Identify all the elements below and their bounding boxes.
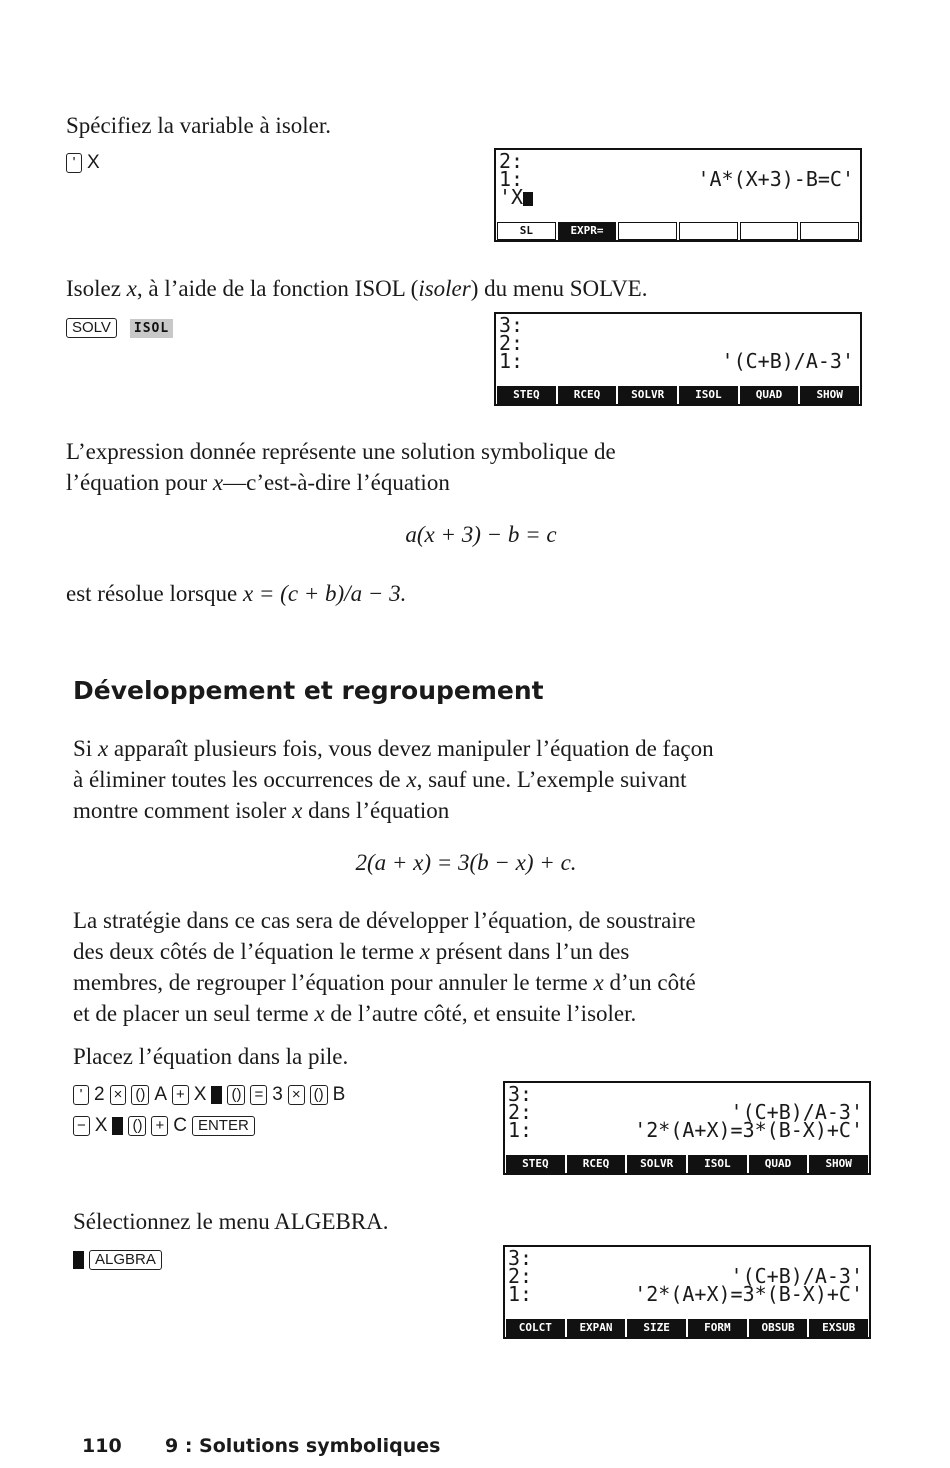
keystrokes-row-2 — [73, 1115, 255, 1137]
quote-key: ' — [66, 153, 82, 173]
text-part: des deux côtés de l’équation le terme — [73, 939, 420, 964]
var-x: x — [406, 767, 417, 792]
italic-term: isoler — [418, 276, 471, 301]
var-x: x — [126, 276, 137, 301]
intro-line-1 — [73, 733, 859, 764]
equals-key: = — [250, 1085, 267, 1105]
text-part: membres, de regrouper l’équation pour annuler le terme — [73, 970, 594, 995]
stack-level-3: 3: — [499, 313, 524, 337]
stack-level-3: 3: — [508, 1082, 533, 1106]
keystrokes-isolate — [66, 318, 173, 338]
stack-value-1: '(C+B)/A-3' — [721, 349, 854, 373]
stack-level-1: 1: — [499, 167, 524, 191]
softkey-isol[interactable]: ISOL — [679, 386, 738, 404]
text-part: ) du menu SOLVE. — [470, 276, 648, 301]
text-part: de l’autre côté, et ensuite l’isoler. — [324, 1001, 637, 1026]
stack-level-1: 1: — [508, 1282, 533, 1306]
text-part: Si — [73, 736, 98, 761]
softkey-menu — [505, 1155, 869, 1173]
key-label: 2 — [94, 1084, 105, 1105]
calculator-display-2 — [494, 312, 862, 406]
text-part: présent dans l’un des — [430, 939, 630, 964]
text-part: apparaît plusieurs fois, vous devez manipuler l’équation de façon — [108, 736, 714, 761]
softkey-menu — [496, 222, 860, 240]
stack-value-1: '2*(A+X)=3*(B-X)+C' — [634, 1282, 863, 1306]
strategy-line-4 — [73, 998, 859, 1029]
chapter-title: 9 : Solutions symboliques — [165, 1435, 441, 1457]
explanation-line-3 — [66, 578, 406, 609]
multiply-key: × — [110, 1085, 127, 1105]
key-label: 3 — [272, 1084, 283, 1105]
softkey-steq[interactable]: STEQ — [506, 1155, 565, 1173]
key-label: A — [154, 1084, 168, 1105]
softkey-empty-4[interactable] — [679, 222, 738, 240]
equation-2: 2(a + x) = 3(b − x) + c. — [355, 850, 577, 875]
softkey-empty-3[interactable] — [618, 222, 677, 240]
softkey-expr[interactable]: EXPR= — [558, 222, 617, 240]
plus-key: + — [172, 1085, 189, 1105]
text-part: Isolez — [66, 276, 127, 301]
softkey-quad[interactable]: QUAD — [749, 1155, 808, 1173]
softkey-size[interactable]: SIZE — [627, 1319, 686, 1337]
strategy-paragraph — [73, 905, 859, 1029]
text-part: d’un côté — [603, 970, 696, 995]
stack-level-2: 2: — [499, 149, 524, 173]
softkey-empty-6[interactable] — [800, 222, 859, 240]
text-part: , à l’aide de la fonction ISOL ( — [136, 276, 419, 301]
softkey-expan[interactable]: EXPAN — [567, 1319, 626, 1337]
stack-level-2: 2: — [508, 1100, 533, 1124]
stack-level-1: 1: — [499, 349, 524, 373]
key-label: X — [94, 1115, 108, 1136]
stack-value-1: '2*(A+X)=3*(B-X)+C' — [634, 1118, 863, 1142]
explanation-line-2 — [66, 467, 766, 498]
stack-level-1: 1: — [508, 1118, 533, 1142]
shift-icon — [211, 1086, 222, 1104]
text-part: —c’est-à-dire l’équation — [223, 470, 450, 495]
command-line — [499, 185, 533, 209]
stack-level-2: 2: — [508, 1264, 533, 1288]
softkey-solvr[interactable]: SOLVR — [618, 386, 677, 404]
stack-value-1: 'A*(X+3)-B=C' — [697, 167, 854, 191]
var-x: x — [97, 736, 109, 761]
section-heading: Développement et regroupement — [73, 676, 544, 705]
stack-level-3: 3: — [508, 1246, 533, 1270]
algbra-key: ALGBRA — [89, 1250, 162, 1270]
paren-key: () — [227, 1085, 245, 1105]
explanation-line-1: L’expression donnée représente une solution symbolique de — [66, 439, 616, 464]
softkey-form[interactable]: FORM — [688, 1319, 747, 1337]
softkey-sl[interactable]: SL — [497, 222, 556, 240]
calculator-display-4 — [503, 1245, 871, 1339]
keystrokes-algebra — [73, 1250, 162, 1270]
explanation-paragraph — [66, 436, 766, 498]
shift-icon — [73, 1251, 84, 1269]
softkey-colct[interactable]: COLCT — [506, 1319, 565, 1337]
softkey-steq[interactable]: STEQ — [497, 386, 556, 404]
solution-equation: x = (c + b)/a − 3. — [242, 581, 407, 606]
softkey-menu — [496, 386, 860, 404]
var-x: x — [292, 798, 303, 823]
text-part: montre comment isoler — [73, 798, 293, 823]
softkey-rceq[interactable]: RCEQ — [558, 386, 617, 404]
instruction-place-equation: Placez l’équation dans la pile. — [73, 1044, 349, 1069]
cursor-icon — [523, 192, 533, 206]
softkey-quad[interactable]: QUAD — [740, 386, 799, 404]
minus-key: − — [73, 1116, 90, 1136]
softkey-exsub[interactable]: EXSUB — [809, 1319, 868, 1337]
enter-key: ENTER — [192, 1116, 255, 1136]
stack-value-2: '(C+B)/A-3' — [730, 1100, 863, 1124]
softkey-show[interactable]: SHOW — [809, 1155, 868, 1173]
var-x: x — [419, 939, 431, 964]
strategy-line-1: La stratégie dans ce cas sera de développer l’équation, de soustraire — [73, 908, 696, 933]
text-part: , sauf une. L’exemple suivant — [416, 767, 687, 792]
stack-level-2: 2: — [499, 331, 524, 355]
calculator-display-3 — [503, 1081, 871, 1175]
multiply-key: × — [288, 1085, 305, 1105]
var-x: x — [212, 470, 224, 495]
instruction-select-algebra: Sélectionnez le menu ALGEBRA. — [73, 1209, 389, 1234]
isol-menu-key: ISOL — [130, 319, 173, 338]
softkey-solvr[interactable]: SOLVR — [627, 1155, 686, 1173]
page-number: 110 — [82, 1435, 122, 1457]
text-part: dans l’équation — [302, 798, 450, 823]
paren-key: () — [131, 1085, 149, 1105]
softkey-empty-5[interactable] — [740, 222, 799, 240]
paren-key: () — [310, 1085, 328, 1105]
text-part: l’équation pour — [66, 470, 213, 495]
command-line-text: 'X — [499, 185, 524, 209]
softkey-menu — [505, 1319, 869, 1337]
quote-key: ' — [73, 1085, 89, 1105]
intro-paragraph — [73, 733, 859, 826]
softkey-show[interactable]: SHOW — [800, 386, 859, 404]
calculator-display-1 — [494, 148, 862, 242]
keystrokes-row-1 — [73, 1084, 345, 1106]
key-label: X — [193, 1084, 207, 1105]
softkey-obsub[interactable]: OBSUB — [749, 1319, 808, 1337]
intro-line-3 — [73, 795, 859, 826]
stack-value-2: '(C+B)/A-3' — [730, 1264, 863, 1288]
text-part: et de placer un seul terme — [73, 1001, 315, 1026]
instruction-isolate — [66, 273, 647, 304]
var-x: x — [314, 1001, 325, 1026]
shift-icon — [112, 1117, 123, 1135]
key-label: B — [332, 1084, 346, 1105]
key-label: C — [173, 1115, 187, 1136]
intro-line-2 — [73, 764, 859, 795]
softkey-rceq[interactable]: RCEQ — [567, 1155, 626, 1173]
text-part: à éliminer toutes les occurrences de — [73, 767, 407, 792]
strategy-line-2 — [73, 936, 859, 967]
var-x: x — [593, 970, 604, 995]
key-label-x: X — [87, 152, 100, 173]
instruction-specify-variable: Spécifiez la variable à isoler. — [66, 113, 332, 138]
equation-1: a(x + 3) − b = c — [405, 522, 557, 547]
softkey-isol[interactable]: ISOL — [688, 1155, 747, 1173]
keystrokes-specify-variable — [66, 152, 100, 174]
plus-key: + — [151, 1116, 168, 1136]
solv-key: SOLV — [66, 318, 117, 338]
paren-key: () — [128, 1116, 146, 1136]
text-part: est résolue lorsque — [66, 581, 243, 606]
strategy-line-3 — [73, 967, 859, 998]
